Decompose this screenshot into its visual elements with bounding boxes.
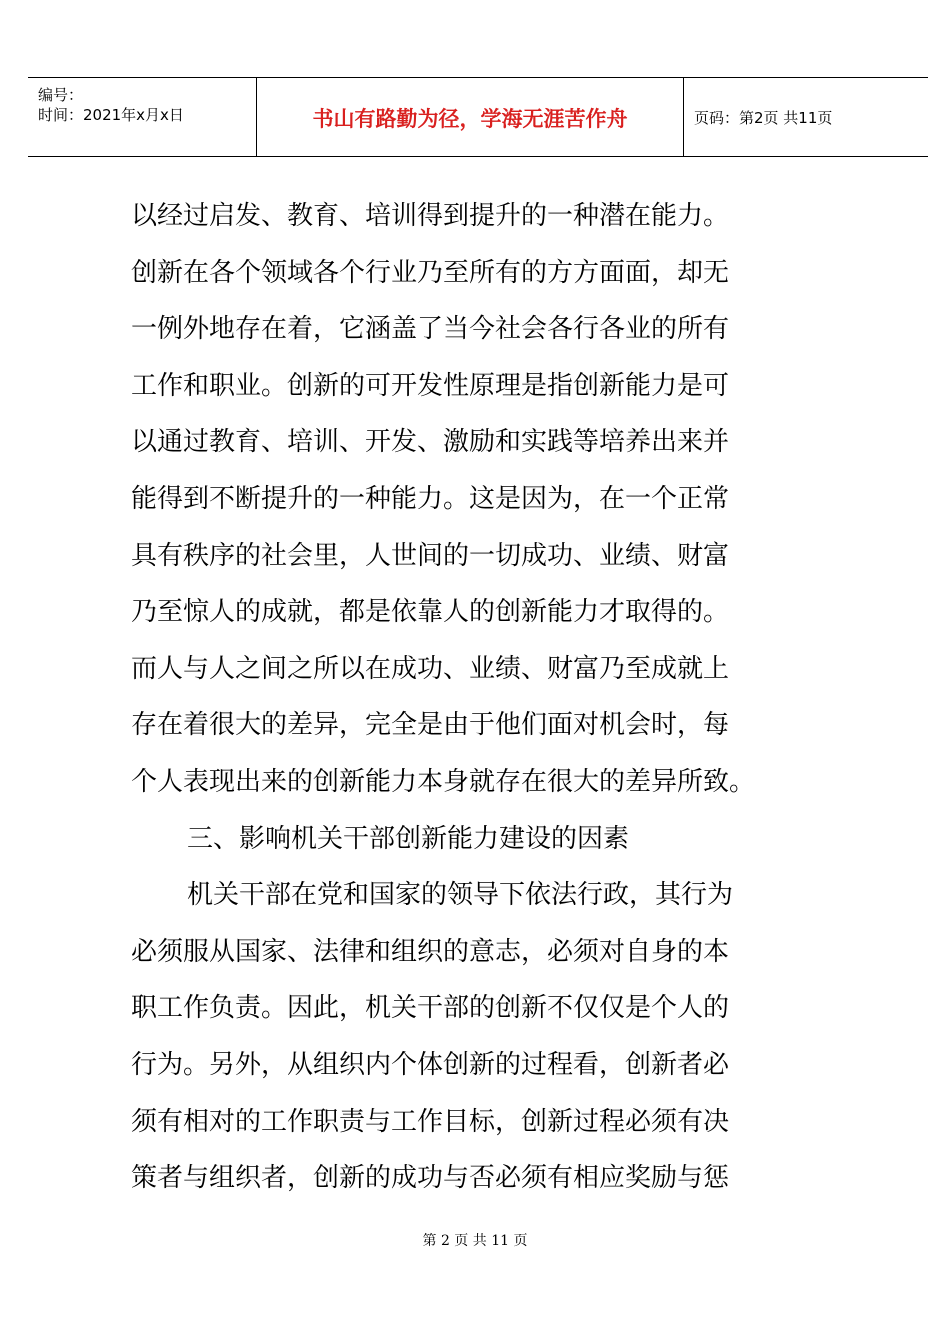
document-time-label: 时间：2021年x月x日 <box>38 106 184 124</box>
body-line: 个人表现出来的创新能力本身就存在很大的差异所致。 <box>131 766 756 797</box>
body-line: 具有秩序的社会里，人世间的一切成功、业绩、财富 <box>131 540 730 571</box>
body-line: 职工作负责。因此，机关干部的创新不仅仅是个人的 <box>131 993 730 1024</box>
body-line: 必须服从国家、法律和组织的意志，必须对自身的本 <box>131 936 730 967</box>
body-line: 以经过启发、教育、培训得到提升的一种潜在能力。 <box>131 201 730 231</box>
header-page-info: 页码：第2页 共11页 <box>694 109 833 127</box>
body-line: 而人与人之间之所以在成功、业绩、财富乃至成就上 <box>131 653 730 684</box>
body-line: 策者与组织者，创新的成功与否必须有相应奖励与惩 <box>131 1163 730 1194</box>
body-line: 一例外地存在着，它涵盖了当今社会各行各业的所有 <box>131 314 730 345</box>
header-middle-cell <box>257 78 684 156</box>
document-number-label: 编号： <box>38 86 84 104</box>
section-heading: 三、影响机关干部创新能力建设的因素 <box>187 823 630 854</box>
body-line: 须有相对的工作职责与工作目标，创新过程必须有决 <box>131 1106 730 1137</box>
body-line: 工作和职业。创新的可开发性原理是指创新能力是可 <box>131 370 730 401</box>
body-line: 创新在各个领域各个行业乃至所有的方方面面，却无 <box>131 257 730 288</box>
body-line: 存在着很大的差异，完全是由于他们面对机会时，每 <box>131 710 730 741</box>
header-motto: 书山有路勤为径，学海无涯苦作舟 <box>312 106 628 131</box>
body-line: 以通过教育、培训、开发、激励和实践等培养出来并 <box>131 427 730 458</box>
page-footer: 第 2 页 共 11 页 <box>422 1233 528 1249</box>
body-line: 能得到不断提升的一种能力。这是因为，在一个正常 <box>131 483 730 514</box>
document-header <box>28 77 928 157</box>
header-left-cell <box>28 78 257 156</box>
document-body <box>131 188 821 1207</box>
header-right-cell <box>684 78 928 156</box>
body-line: 乃至惊人的成就，都是依靠人的创新能力才取得的。 <box>131 597 730 628</box>
paragraph-first-line: 机关干部在党和国家的领导下依法行政，其行为 <box>187 880 734 911</box>
body-line: 行为。另外，从组织内个体创新的过程看，创新者必 <box>131 1049 730 1080</box>
